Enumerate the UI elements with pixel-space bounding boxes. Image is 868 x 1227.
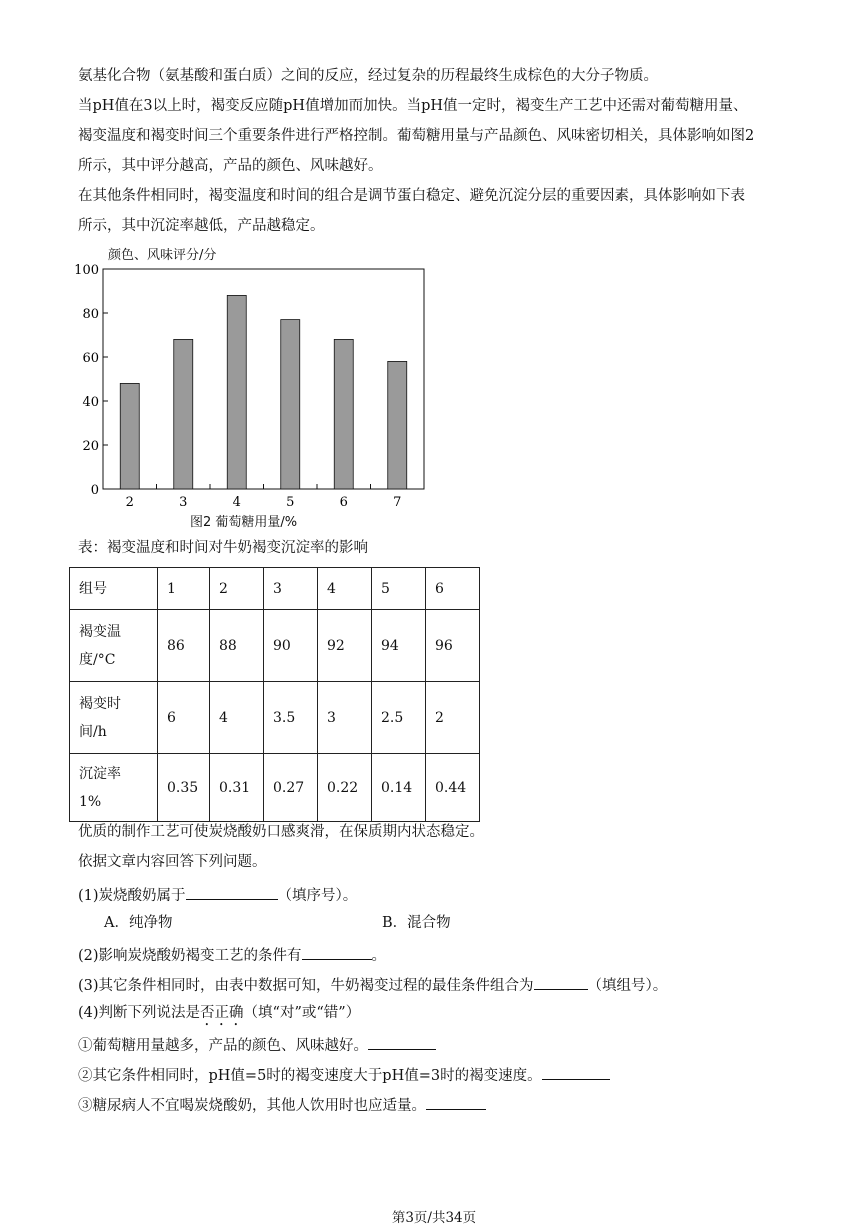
y-tick-label: 0 [90,483,99,498]
answer-blank[interactable] [368,1033,436,1050]
question-text: (3)其它条件相同时，由表中数据可知，牛奶褐变过程的最佳条件组合为 [78,978,534,994]
row-label-cell [70,754,158,822]
table-cell: 6 [426,568,480,610]
table-cell: 0.44 [426,754,480,822]
question-3 [78,973,667,996]
x-tick-label: 6 [339,495,348,510]
table-cell: 0.31 [210,754,264,822]
paragraph-line: 褐变温度和褐变时间三个重要条件进行严格控制。葡萄糖用量与产品颜色、风味密切相关，具体影响如图2 [78,128,755,144]
table-row [70,754,480,822]
table-cell: 0.14 [372,754,426,822]
answer-blank[interactable] [426,1093,486,1110]
statement-2 [78,1063,610,1086]
table-cell: 5 [372,568,426,610]
paragraph-line: 氨基化合物（氨基酸和蛋白质）之间的反应，经过复杂的历程最终生成棕色的大分子物质。 [78,68,658,84]
table-cell: 96 [426,610,480,682]
paragraph-line: 优质的制作工艺可使炭烧酸奶口感爽滑，在保质期内状态稳定。 [78,824,484,840]
bar-chart [74,244,440,534]
table-cell: 3.5 [264,682,318,754]
answer-blank[interactable] [186,883,278,900]
row-label-cell [70,568,158,610]
row-label-cell [70,682,158,754]
y-tick-label: 60 [82,351,99,366]
bar [120,383,139,489]
table-cell: 1 [158,568,210,610]
bar [174,339,193,489]
question-text: (1)炭烧酸奶属于 [78,888,186,904]
x-tick-label: 2 [125,495,134,510]
bar [227,295,246,489]
table-cell: 4 [318,568,372,610]
table-cell: 3 [318,682,372,754]
table-cell: 0.22 [318,754,372,822]
table-cell: 86 [158,610,210,682]
table-cell: 0.35 [158,754,210,822]
question-1 [78,883,357,906]
table-cell: 6 [158,682,210,754]
x-tick-label: 3 [179,495,188,510]
table-cell: 3 [264,568,318,610]
question-text: (4)判断下列说法是 [78,1005,201,1021]
answer-blank[interactable] [534,973,588,990]
y-tick-label: 80 [82,307,99,322]
bar [334,339,353,489]
table-cell: 92 [318,610,372,682]
table-cell: 90 [264,610,318,682]
bar [281,320,300,489]
row-label: 度/°C [79,651,116,668]
table-cell: 2.5 [372,682,426,754]
y-axis-label: 颜色、风味评分/分 [108,248,217,263]
paragraph-line: 所示，其中评分越高，产品的颜色、风味越好。 [78,158,383,174]
table-row [70,610,480,682]
x-tick-label: 5 [286,495,295,510]
question-text: 。 [371,948,387,964]
row-label: 褐变温 [79,623,121,640]
question-4 [78,1003,360,1029]
paragraph-line: 当pH值在3以上时，褐变反应随pH值增加而加快。当pH值一定时，褐变生产工艺中还需对葡萄糖用量、 [78,98,748,114]
y-tick-label: 20 [82,439,99,454]
table-cell: 88 [210,610,264,682]
question-text: （填序号）。 [277,888,358,904]
statement-3 [78,1093,486,1116]
answer-blank[interactable] [302,943,372,960]
question-text: （填组号）。 [587,978,668,994]
paragraph-line: 在其他条件相同时，褐变温度和时间的组合是调节蛋白稳定、避免沉淀分层的重要因素，具体影响如下表 [78,188,745,204]
paragraph-line: 依据文章内容回答下列问题。 [78,854,267,870]
row-label: 1% [79,793,102,810]
table-cell: 0.27 [264,754,318,822]
data-table [69,567,480,822]
statement-text: ②其它条件相同时，pH值=5时的褐变速度大于pH值=3时的褐变速度。 [78,1068,542,1084]
table-row [70,682,480,754]
statement-text: ①葡萄糖用量越多，产品的颜色、风味越好。 [78,1038,368,1054]
row-label: 间/h [79,723,107,740]
row-label: 组号 [79,580,107,597]
statement-1 [78,1033,436,1056]
row-label-cell [70,610,158,682]
x-tick-label: 7 [393,495,402,510]
question-text: （填“对”或“错”） [243,1005,361,1021]
plot-frame [103,269,424,489]
table-cell: 4 [210,682,264,754]
option-b: B．混合物 [382,915,451,931]
chart-caption: 图2 葡萄糖用量/% [190,515,298,530]
y-tick-label: 40 [82,395,99,410]
question-text: (2)影响炭烧酸奶褐变工艺的条件有 [78,948,302,964]
bar [388,361,407,489]
paragraph-line: 所示，其中沉淀率越低，产品越稳定。 [78,218,325,234]
y-tick-label: 100 [74,263,99,278]
statement-text: ③糖尿病人不宜喝炭烧酸奶，其他人饮用时也应适量。 [78,1098,426,1114]
question-2 [78,943,386,966]
table-row [70,568,480,610]
option-a: A．纯净物 [104,915,173,931]
row-label: 沉淀率 [79,765,121,782]
table-caption: 表：褐变温度和时间对牛奶褐变沉淀率的影响 [78,540,368,556]
answer-blank[interactable] [542,1063,610,1080]
row-label: 褐变时 [79,695,121,712]
page-footer: 第3页/共34页 [391,1210,477,1226]
emphasis-text: 否正确 [200,1005,244,1021]
table-cell: 2 [210,568,264,610]
table-cell: 2 [426,682,480,754]
table-cell: 94 [372,610,426,682]
x-tick-label: 4 [232,495,241,510]
